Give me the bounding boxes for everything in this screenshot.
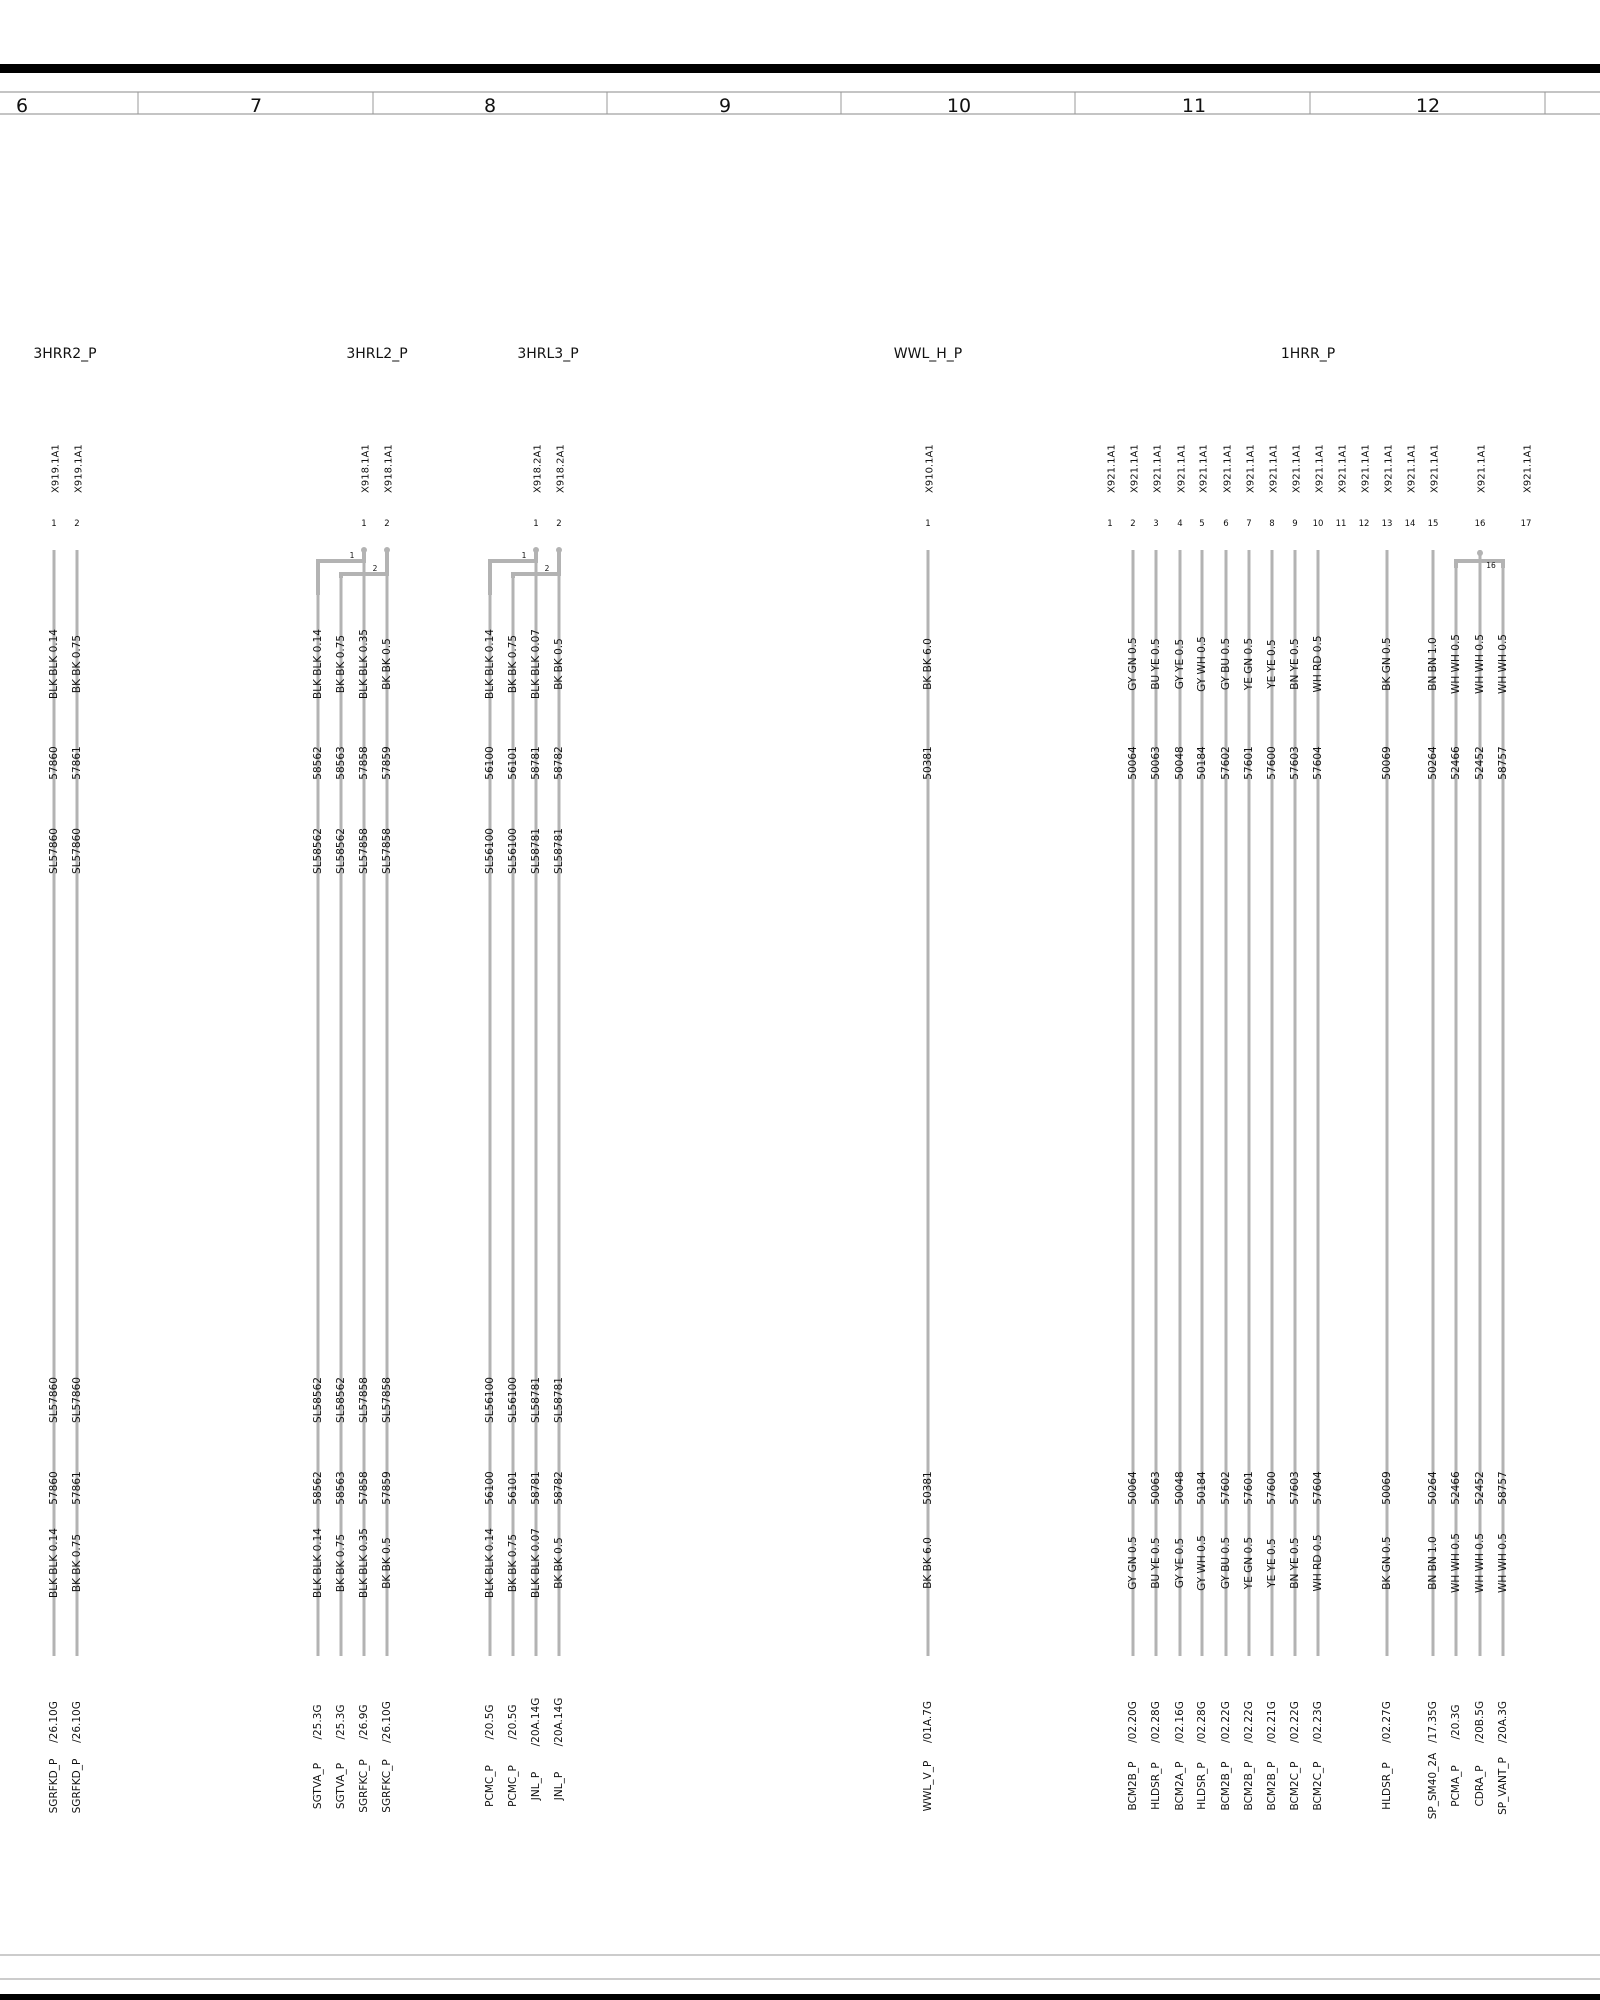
connector-name: WWL_H_P [893,346,963,362]
splice-label: SL56100 [484,828,496,874]
wire-number-label: 58782 [553,1471,565,1505]
splice-label: SL56100 [507,828,519,874]
sheet-frame [0,64,1600,2000]
wire-spec-label: GY WH 0.5 [1196,636,1208,692]
page-reference: /01A.7G [922,1700,934,1744]
grid-column-label: 8 [483,95,497,117]
pin-number: 1 [361,519,367,529]
pin-number: 11 [1335,519,1347,529]
wire-spec-label: BLK BLK 0.14 [48,629,60,699]
wire-spec-label: BN YE 0.5 [1289,638,1301,690]
wire-spec-label: GY BU 0.5 [1220,637,1232,691]
destination-label: BCM2A_P [1174,1761,1186,1811]
wire-number-label: 56100 [484,1471,496,1505]
splice-label: SL58781 [553,1377,565,1423]
pin-connector-id: X921.1A1 [1268,444,1280,493]
wire-spec-label: BLK BLK 0.07 [530,629,542,699]
pin-number: 17 [1520,519,1532,529]
wire-spec-label: YE YE 0.5 [1266,1538,1278,1588]
wire-number-label: 57603 [1289,746,1301,780]
grid-column-label: 10 [946,95,972,117]
wire-number-label: 57602 [1220,746,1232,780]
wire-spec-label: WH WH 0.5 [1497,634,1509,694]
page-reference: /20.5G [484,1704,496,1740]
wire-number-label: 57860 [48,746,60,780]
page-reference: /26.10G [381,1701,393,1743]
grid-column-label: 9 [718,95,732,117]
wire-number-label: 50069 [1381,1471,1393,1505]
splice-marker: 2 [544,564,550,573]
wire-number-label: 57858 [358,1471,370,1505]
splice-node [1477,550,1483,556]
page-reference: /20A.14G [530,1697,542,1747]
pin-connector-id: X918.1A1 [383,444,395,493]
wire-spec-label: BK GN 0.5 [1381,1536,1393,1590]
wire-number-label: 50264 [1427,1471,1439,1505]
splice-label: SL58781 [530,828,542,874]
grid-column-label: 6 [15,95,29,117]
wire-spec-label: BK BK 6.0 [922,1537,934,1589]
page-reference: /02.28G [1196,1701,1208,1743]
wire-number-label: 58757 [1497,746,1509,780]
wire-spec-label: WH WH 0.5 [1497,1533,1509,1593]
pin-connector-id: X918.2A1 [555,444,567,493]
page-reference: /20A.14G [553,1697,565,1747]
wire-spec-label: GY BU 0.5 [1220,1536,1232,1590]
wire-number-label: 56100 [484,746,496,780]
splice-node [533,547,539,553]
pin-number: 8 [1269,519,1275,529]
splice-label: SL57860 [71,828,83,874]
wire-number-label: 50063 [1150,746,1162,780]
wire-number-label: 50264 [1427,746,1439,780]
splice-label: SL58781 [530,1377,542,1423]
pin-connector-id: X919.1A1 [50,444,62,493]
wire-number-label: 50184 [1196,1471,1208,1505]
pin-number: 6 [1223,519,1229,529]
pin-number: 1 [533,519,539,529]
column-grid [16,92,1545,117]
wire-number-label: 50381 [922,746,934,780]
wire-spec-label: WH WH 0.5 [1474,634,1486,694]
destination-label: PCMC_P [484,1765,496,1807]
pin-connector-id: X921.1A1 [1476,444,1488,493]
wire-number-label: 58782 [553,746,565,780]
pin-number: 13 [1381,519,1393,529]
wire-spec-label: BLK BLK 0.14 [312,1528,324,1598]
wire-spec-label: WH RD 0.5 [1312,635,1324,693]
splice-node [384,547,390,553]
wire-number-label: 50048 [1174,1471,1186,1505]
wire-spec-label: BK BK 0.75 [71,1533,83,1593]
wire-spec-label: GY YE 0.5 [1174,638,1186,690]
pin-connector-id: X918.1A1 [360,444,372,493]
pin-connector-id: X921.1A1 [1406,444,1418,493]
page-reference: /02.22G [1289,1701,1301,1743]
wire-spec-label: BK BK 0.75 [507,634,519,694]
wire-number-label: 52466 [1450,1471,1462,1505]
destination-label: BCM2C_P [1312,1761,1324,1811]
page-reference: /20.5G [507,1704,519,1740]
wire-spec-label: WH WH 0.5 [1450,634,1462,694]
wire-spec-label: BU YE 0.5 [1150,1537,1162,1589]
wire-spec-label: BK BK 0.5 [381,638,393,690]
wire-number-label: 50048 [1174,746,1186,780]
wire-spec-label: BLK BLK 0.14 [48,1528,60,1598]
wire-number-label: 58563 [335,1471,347,1505]
wire-number-label: 58562 [312,746,324,780]
wire-spec-label: YE GN 0.5 [1243,1536,1255,1590]
wire-spec-label: BN BN 1.0 [1427,637,1439,691]
page-reference: /02.22G [1243,1701,1255,1743]
page-reference: /25.3G [312,1704,324,1740]
connector-name: 3HRR2_P [33,346,97,362]
connector-name: 1HRR_P [1280,346,1336,362]
wire-number-label: 57601 [1243,1471,1255,1505]
pin-number: 2 [74,519,80,529]
splice-label: SL56100 [484,1377,496,1423]
destination-label: BCM2B_P [1127,1761,1139,1811]
pin-connector-id: X910.1A1 [924,444,936,493]
pin-connector-id: X921.1A1 [1429,444,1441,493]
top-border-bar [0,64,1600,73]
page-reference: /17.35G [1427,1701,1439,1743]
wire-number-label: 56101 [507,746,519,780]
wire-number-label: 50064 [1127,1471,1139,1505]
wire-harness [48,444,1534,1819]
pin-number: 16 [1474,519,1486,529]
pin-connector-id: X919.1A1 [73,444,85,493]
pin-number: 2 [384,519,390,529]
wire-spec-label: WH WH 0.5 [1450,1533,1462,1593]
splice-label: SL57860 [48,828,60,874]
wire-number-label: 58562 [312,1471,324,1505]
wire-number-label: 57861 [71,746,83,780]
pin-connector-id: X918.2A1 [532,444,544,493]
splice-node [361,547,367,553]
pin-connector-id: X921.1A1 [1198,444,1210,493]
wire-number-label: 57603 [1289,1471,1301,1505]
pin-number: 2 [556,519,562,529]
page-reference: /20B.5G [1474,1700,1486,1744]
splice-label: SL56100 [507,1377,519,1423]
wire-number-label: 50184 [1196,746,1208,780]
page-reference: /26.10G [48,1701,60,1743]
bottom-border-bar [0,1994,1600,2000]
destination-label: SP_VANT_P [1497,1757,1509,1815]
wire-number-label: 52466 [1450,746,1462,780]
destination-label: SGRFKC_P [358,1759,370,1813]
pin-connector-id: X921.1A1 [1106,444,1118,493]
wire-spec-label: BK BK 6.0 [922,638,934,690]
wire-spec-label: BK GN 0.5 [1381,637,1393,691]
splice-label: SL57858 [381,828,393,874]
wire-number-label: 50069 [1381,746,1393,780]
wire-number-label: 50381 [922,1471,934,1505]
wire-number-label: 57604 [1312,1471,1324,1505]
wire-spec-label: BLK BLK 0.14 [484,629,496,699]
destination-label: BCM2B_P [1243,1761,1255,1811]
pin-connector-id: X921.1A1 [1152,444,1164,493]
grid-column-label: 12 [1415,95,1441,117]
splice-label: SL57858 [358,1377,370,1423]
page-reference: /02.16G [1174,1701,1186,1743]
grid-column-label: 7 [249,95,263,117]
page-reference: /20A.3G [1497,1700,1509,1744]
wire-spec-label: YE YE 0.5 [1266,639,1278,689]
wire-spec-label: BK BK 0.75 [335,634,347,694]
splice-label: SL57860 [48,1377,60,1423]
wire-number-label: 57859 [381,746,393,780]
page-reference: /25.3G [335,1704,347,1740]
destination-label: PCMA_P [1450,1765,1462,1807]
page-reference: /26.9G [358,1704,370,1740]
splice-node [556,547,562,553]
wire-number-label: 57604 [1312,746,1324,780]
destination-label: SGRFKD_P [71,1758,83,1814]
wire-number-label: 57601 [1243,746,1255,780]
wire-spec-label: WH WH 0.5 [1474,1533,1486,1593]
splice-label: SL57860 [71,1377,83,1423]
splice-marker: 1 [349,551,355,560]
pin-number: 10 [1312,519,1324,529]
pin-number: 4 [1177,519,1183,529]
pin-number: 12 [1358,519,1370,529]
connector-name: 3HRL2_P [346,346,408,362]
wire-spec-label: BK BK 0.5 [381,1537,393,1589]
destination-label: CDRA_P [1474,1765,1486,1807]
connector-labels [33,346,1335,362]
pin-connector-id: X921.1A1 [1129,444,1141,493]
splice-label: SL58562 [312,828,324,874]
destination-label: SGTVA_P [312,1762,324,1810]
destination-label: SGTVA_P [335,1762,347,1810]
wire-spec-label: GY WH 0.5 [1196,1535,1208,1591]
grid-column-label: 11 [1181,95,1207,117]
page-reference: /02.20G [1127,1701,1139,1743]
connector-name: 3HRL3_P [517,346,579,362]
wire-number-label: 58781 [530,746,542,780]
wire-number-label: 52452 [1474,746,1486,780]
wire-spec-label: BLK BLK 0.14 [312,629,324,699]
wire-number-label: 50064 [1127,746,1139,780]
wire-spec-label: GY GN 0.5 [1127,1536,1139,1590]
wire-number-label: 56101 [507,1471,519,1505]
destination-label: HLDSR_P [1150,1762,1162,1810]
page-reference: /02.27G [1381,1701,1393,1743]
wire-spec-label: BK BK 0.5 [553,1537,565,1589]
wire-spec-label: BLK BLK 0.07 [530,1528,542,1598]
page-reference: /02.28G [1150,1701,1162,1743]
destination-label: JNL_P [553,1771,565,1801]
splice-label: SL58781 [553,828,565,874]
pin-connector-id: X921.1A1 [1314,444,1326,493]
pin-connector-id: X921.1A1 [1383,444,1395,493]
wire-spec-label: BN BN 1.0 [1427,1536,1439,1590]
destination-label: HLDSR_P [1381,1762,1393,1810]
splice-label: SL57858 [358,828,370,874]
pin-connector-id: X921.1A1 [1222,444,1234,493]
pin-number: 14 [1404,519,1416,529]
pin-number: 3 [1153,519,1159,529]
wire-spec-label: BLK BLK 0.35 [358,1528,370,1598]
splice-marker: 16 [1486,561,1496,570]
wire-number-label: 58757 [1497,1471,1509,1505]
splice-label: SL58562 [335,1377,347,1423]
destination-label: BCM2B_P [1266,1761,1278,1811]
wire-spec-label: BK BK 0.75 [507,1533,519,1593]
wire-spec-label: BK BK 0.5 [553,638,565,690]
destination-label: HLDSR_P [1196,1762,1208,1810]
wire-number-label: 58781 [530,1471,542,1505]
destination-label: BCM2B_P [1220,1761,1232,1811]
pin-number: 2 [1130,519,1136,529]
pin-connector-id: X921.1A1 [1337,444,1349,493]
wire-spec-label: GY YE 0.5 [1174,1537,1186,1589]
wire-number-label: 57602 [1220,1471,1232,1505]
pin-number: 15 [1427,519,1439,529]
wire-number-label: 57858 [358,746,370,780]
pin-number: 7 [1246,519,1252,529]
pin-number: 1 [1107,519,1113,529]
page-reference: /02.23G [1312,1701,1324,1743]
pin-number: 5 [1199,519,1205,529]
pin-connector-id: X921.1A1 [1291,444,1303,493]
wire-spec-label: BLK BLK 0.14 [484,1528,496,1598]
wire-spec-label: YE GN 0.5 [1243,637,1255,691]
wire-number-label: 57859 [381,1471,393,1505]
wire-number-label: 57860 [48,1471,60,1505]
wire-spec-label: BLK BLK 0.35 [358,629,370,699]
page-reference: /02.22G [1220,1701,1232,1743]
wire-spec-label: GY GN 0.5 [1127,637,1139,691]
pin-connector-id: X921.1A1 [1176,444,1188,493]
splice-label: SL58562 [312,1377,324,1423]
wire-spec-label: BK BK 0.75 [71,634,83,694]
wire-number-label: 57600 [1266,746,1278,780]
page-reference: /02.21G [1266,1701,1278,1743]
destination-label: PCMC_P [507,1765,519,1807]
page-reference: /26.10G [71,1701,83,1743]
wire-spec-label: BK BK 0.75 [335,1533,347,1593]
page-reference: /20.3G [1450,1704,1462,1740]
destination-label: BCM2C_P [1289,1761,1301,1811]
destination-label: WWL_V_P [922,1760,934,1812]
wire-number-label: 50063 [1150,1471,1162,1505]
wire-number-label: 58563 [335,746,347,780]
pin-connector-id: X921.1A1 [1245,444,1257,493]
wire-spec-label: WH RD 0.5 [1312,1534,1324,1592]
splice-label: SL58562 [335,828,347,874]
destination-label: SP_SM40_2A [1427,1752,1439,1820]
destination-label: SGRFKC_P [381,1759,393,1813]
wire-number-label: 52452 [1474,1471,1486,1505]
wire-spec-label: BN YE 0.5 [1289,1537,1301,1589]
wire-number-label: 57861 [71,1471,83,1505]
splice-label: SL57858 [381,1377,393,1423]
destination-label: SGRFKD_P [48,1758,60,1814]
pin-number: 1 [925,519,931,529]
wire-spec-label: BU YE 0.5 [1150,638,1162,690]
pin-number: 1 [51,519,57,529]
splice-marker: 1 [521,551,527,560]
pin-number: 9 [1292,519,1298,529]
pin-connector-id: X921.1A1 [1360,444,1372,493]
splice-marker: 2 [372,564,378,573]
destination-label: JNL_P [530,1771,542,1801]
pin-connector-id: X921.1A1 [1522,444,1534,493]
wire-number-label: 57600 [1266,1471,1278,1505]
